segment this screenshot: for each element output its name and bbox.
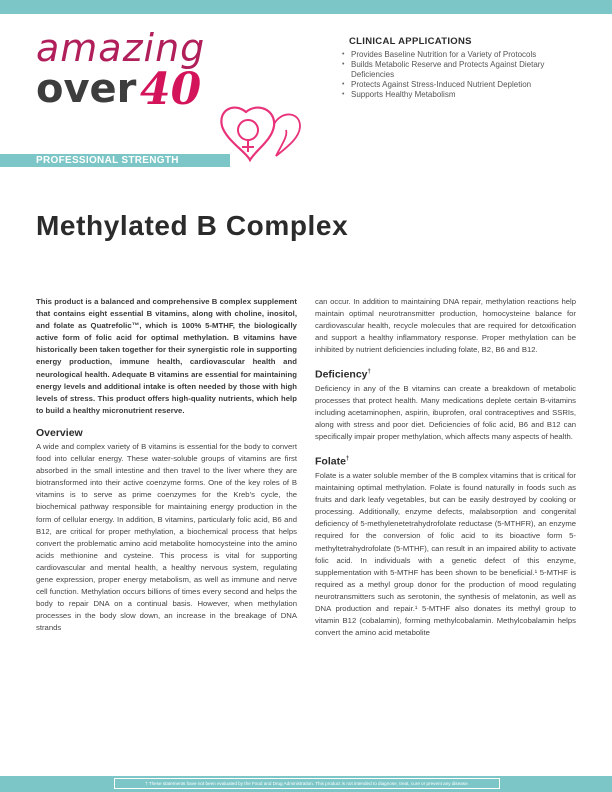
left-column xyxy=(36,296,297,634)
list-item: • Provides Baseline Nutrition for a Variety of Protocols xyxy=(341,50,586,60)
top-accent-bar xyxy=(0,0,612,14)
right-column xyxy=(315,296,576,639)
clinical-applications-list xyxy=(341,50,586,100)
overview-heading: Overview xyxy=(36,426,83,439)
list-item: • Supports Healthy Metabolism xyxy=(341,90,586,100)
folate-heading-text: Folate xyxy=(315,455,346,468)
deficiency-heading xyxy=(315,365,576,382)
folate-heading xyxy=(315,452,576,469)
heart-logo-icon xyxy=(216,104,326,174)
deficiency-heading-text: Deficiency xyxy=(315,368,368,381)
logo-number: 40 xyxy=(140,64,202,115)
folate-paragraph: Folate is a water soluble member of the B complex vitamins that is critical for maintaining optimal methylation. Folate is found naturally in foods such as fruits and dark leafy vegetables, but can be easily destroyed by cooking or processing. Additionally, enzyme defects, malabsorption and congenital deficiency of 5-methylenetetrahydrofolate reductase (5-MTHFR), an enzyme required for the conversion of folic acid to its bioactive form 5-methyltetrahydrofolate (5-MTHF), can result in an impaired ability to activate folic acid. In individuals with a genetic defect of this enzyme, supplementation with 5-MTHF has been shown to be beneficial.¹ 5-MTHF is required as a methyl group donor for the production of mood regulating neurotransmitters such as serotonin, the synthesis of melatonin, as well as DNA production and repair.¹ 5-MTHF also donates its methyl group to vitamin B12 (cobalamin), forming methylcobalamin. Methylcobalamin helps convert the amino acid metabolite xyxy=(315,470,576,638)
overview-continued-paragraph: can occur. In addition to maintaining DNA repair, methylation reactions help maintain optimal neurotransmitter production, homocysteine balance for cardiovascular health, recycle molecules that are required for detoxification and support a healthy inflammatory response. Proper methylation can be inhibited by nutrient deficiencies including folate, B2, B6 and B12. xyxy=(315,297,576,355)
intro-paragraph: This product is a balanced and comprehensive B complex supplement that contains eight essential B vitamins, along with choline, inositol, and folate as Quatrefolic™, which is 100% 5-MTHF, the biologically active form of folic acid for optimal methylation. B vitamins have historically been taken together for their synergistic role in supporting energy production, immune health, cardiovascular health and neurological health. Adequate B vitamins are essential for maintaining energy levels and additional intake is often needed by those with high levels of stress. This product offers high-quality nutrients, which help to build a healthy micronutrient reserve. xyxy=(36,297,297,415)
fda-disclaimer: † These statements have not been evaluated by the Food and Drug Administration. This product is not intended to diagnose, treat, cure or prevent any disease. xyxy=(114,778,500,789)
logo-word-over: over xyxy=(36,66,137,112)
logo-word-amazing: amazing xyxy=(36,26,206,70)
overview-paragraph: A wide and complex variety of B vitamins is essential for the body to convert food into cellular energy. These water-soluble groups of vitamins are first absorbed in the small intestine and then travel to the liver where they are biotransformed into their active coenzyme forms. One of the key roles of B vitamins is to serve as prime coenzymes for the Kreb’s cycle, the biochemical pathway responsible for maintaining energy production in the form of cellular energy. In addition, B vitamins, particularly folic acid, B6 and B12, are critical for proper methylation, a biochemical process that helps convert the problematic amino acid metabolite homocysteine into the amino acids methionine and cysteine. This process is vital for supporting cardiovascular and mental health, a healthy nervous system, regulating gene expression, proper energy metabolism, as well as immune and nerve cell function. Methylation occurs billions of times every second and helps the body to repair DNA on a continual basis. However, when methylation processes in the body slow down, an increase in the breakage of DNA strands xyxy=(36,441,297,633)
bottom-accent-bar xyxy=(0,776,612,792)
dagger-mark: † xyxy=(345,456,350,463)
product-title: Methylated B Complex xyxy=(36,210,349,241)
list-item: • Protects Against Stress-Induced Nutrient Depletion xyxy=(341,80,586,90)
dagger-mark: † xyxy=(367,369,371,376)
clinical-applications-heading: CLINICAL APPLICATIONS xyxy=(349,36,472,47)
clinical-applications xyxy=(341,36,586,100)
deficiency-paragraph: Deficiency in any of the B vitamins can create a breakdown of metabolic processes that protect health. Many medications deplete certain B-vitamins including acetaminophen, aspirin, ibuprofen, oral contraceptives and SSRIs, along with stress and poor diet. Deficiencies of folic acid, B6 and B12 can specifically impair proper methylation, which affects many aspects of health. xyxy=(315,383,576,442)
list-item: • Builds Metabolic Reserve and Protects Against Dietary Deficiencies xyxy=(341,60,586,80)
professional-strength-label: PROFESSIONAL STRENGTH xyxy=(36,155,179,166)
